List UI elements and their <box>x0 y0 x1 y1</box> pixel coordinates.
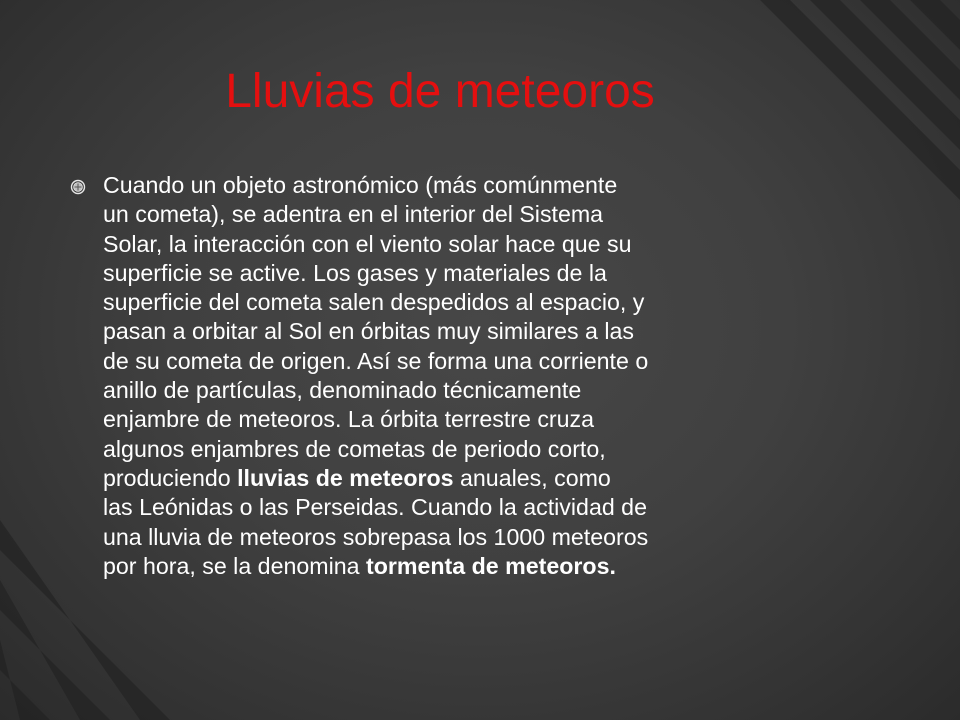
paragraph-line: enjambre de meteoros. La órbita terrestre cruza <box>103 406 595 433</box>
bold-term-lluvias-de-meteoros: lluvias de meteoros <box>237 464 454 491</box>
paragraph-line: de su cometa de origen. Así se forma una corriente o <box>103 347 649 374</box>
paragraph-line: superficie se active. Los gases y materiales de la <box>103 259 607 286</box>
paragraph-line: superficie del cometa salen despedidos al espacio, y <box>103 289 645 316</box>
bullet-paragraph <box>103 171 843 581</box>
paragraph-line: una lluvia de meteoros sobrepasa los 1000 meteoros <box>103 523 649 550</box>
text-segment: produciendo <box>103 464 238 491</box>
paragraph-line: un cometa), se adentra en el interior del Sistema <box>103 201 604 228</box>
paragraph-line: las Leónidas o las Perseidas. Cuando la actividad de <box>103 494 647 521</box>
bold-term-tormenta-de-meteoros: tormenta de meteoros. <box>365 552 616 579</box>
paragraph-line: pasan a orbitar al Sol en órbitas muy similares a las <box>103 318 634 345</box>
paragraph-line: Cuando un objeto astronómico (más comúnmente <box>103 172 618 198</box>
paragraph-line: Solar, la interacción con el viento solar hace que su <box>103 230 632 257</box>
paragraph-line: anillo de partículas, denominado técnicamente <box>103 377 582 404</box>
text-segment: anuales, como <box>453 464 611 491</box>
circled-dot-bullet-icon <box>70 179 86 195</box>
slide-title: Lluvias de meteoros <box>225 65 655 118</box>
paragraph-line: algunos enjambres de cometas de periodo corto, <box>103 435 606 462</box>
paragraph-line <box>103 464 843 493</box>
text-segment: por hora, se la denomina <box>103 552 366 579</box>
paragraph-line <box>103 552 843 581</box>
